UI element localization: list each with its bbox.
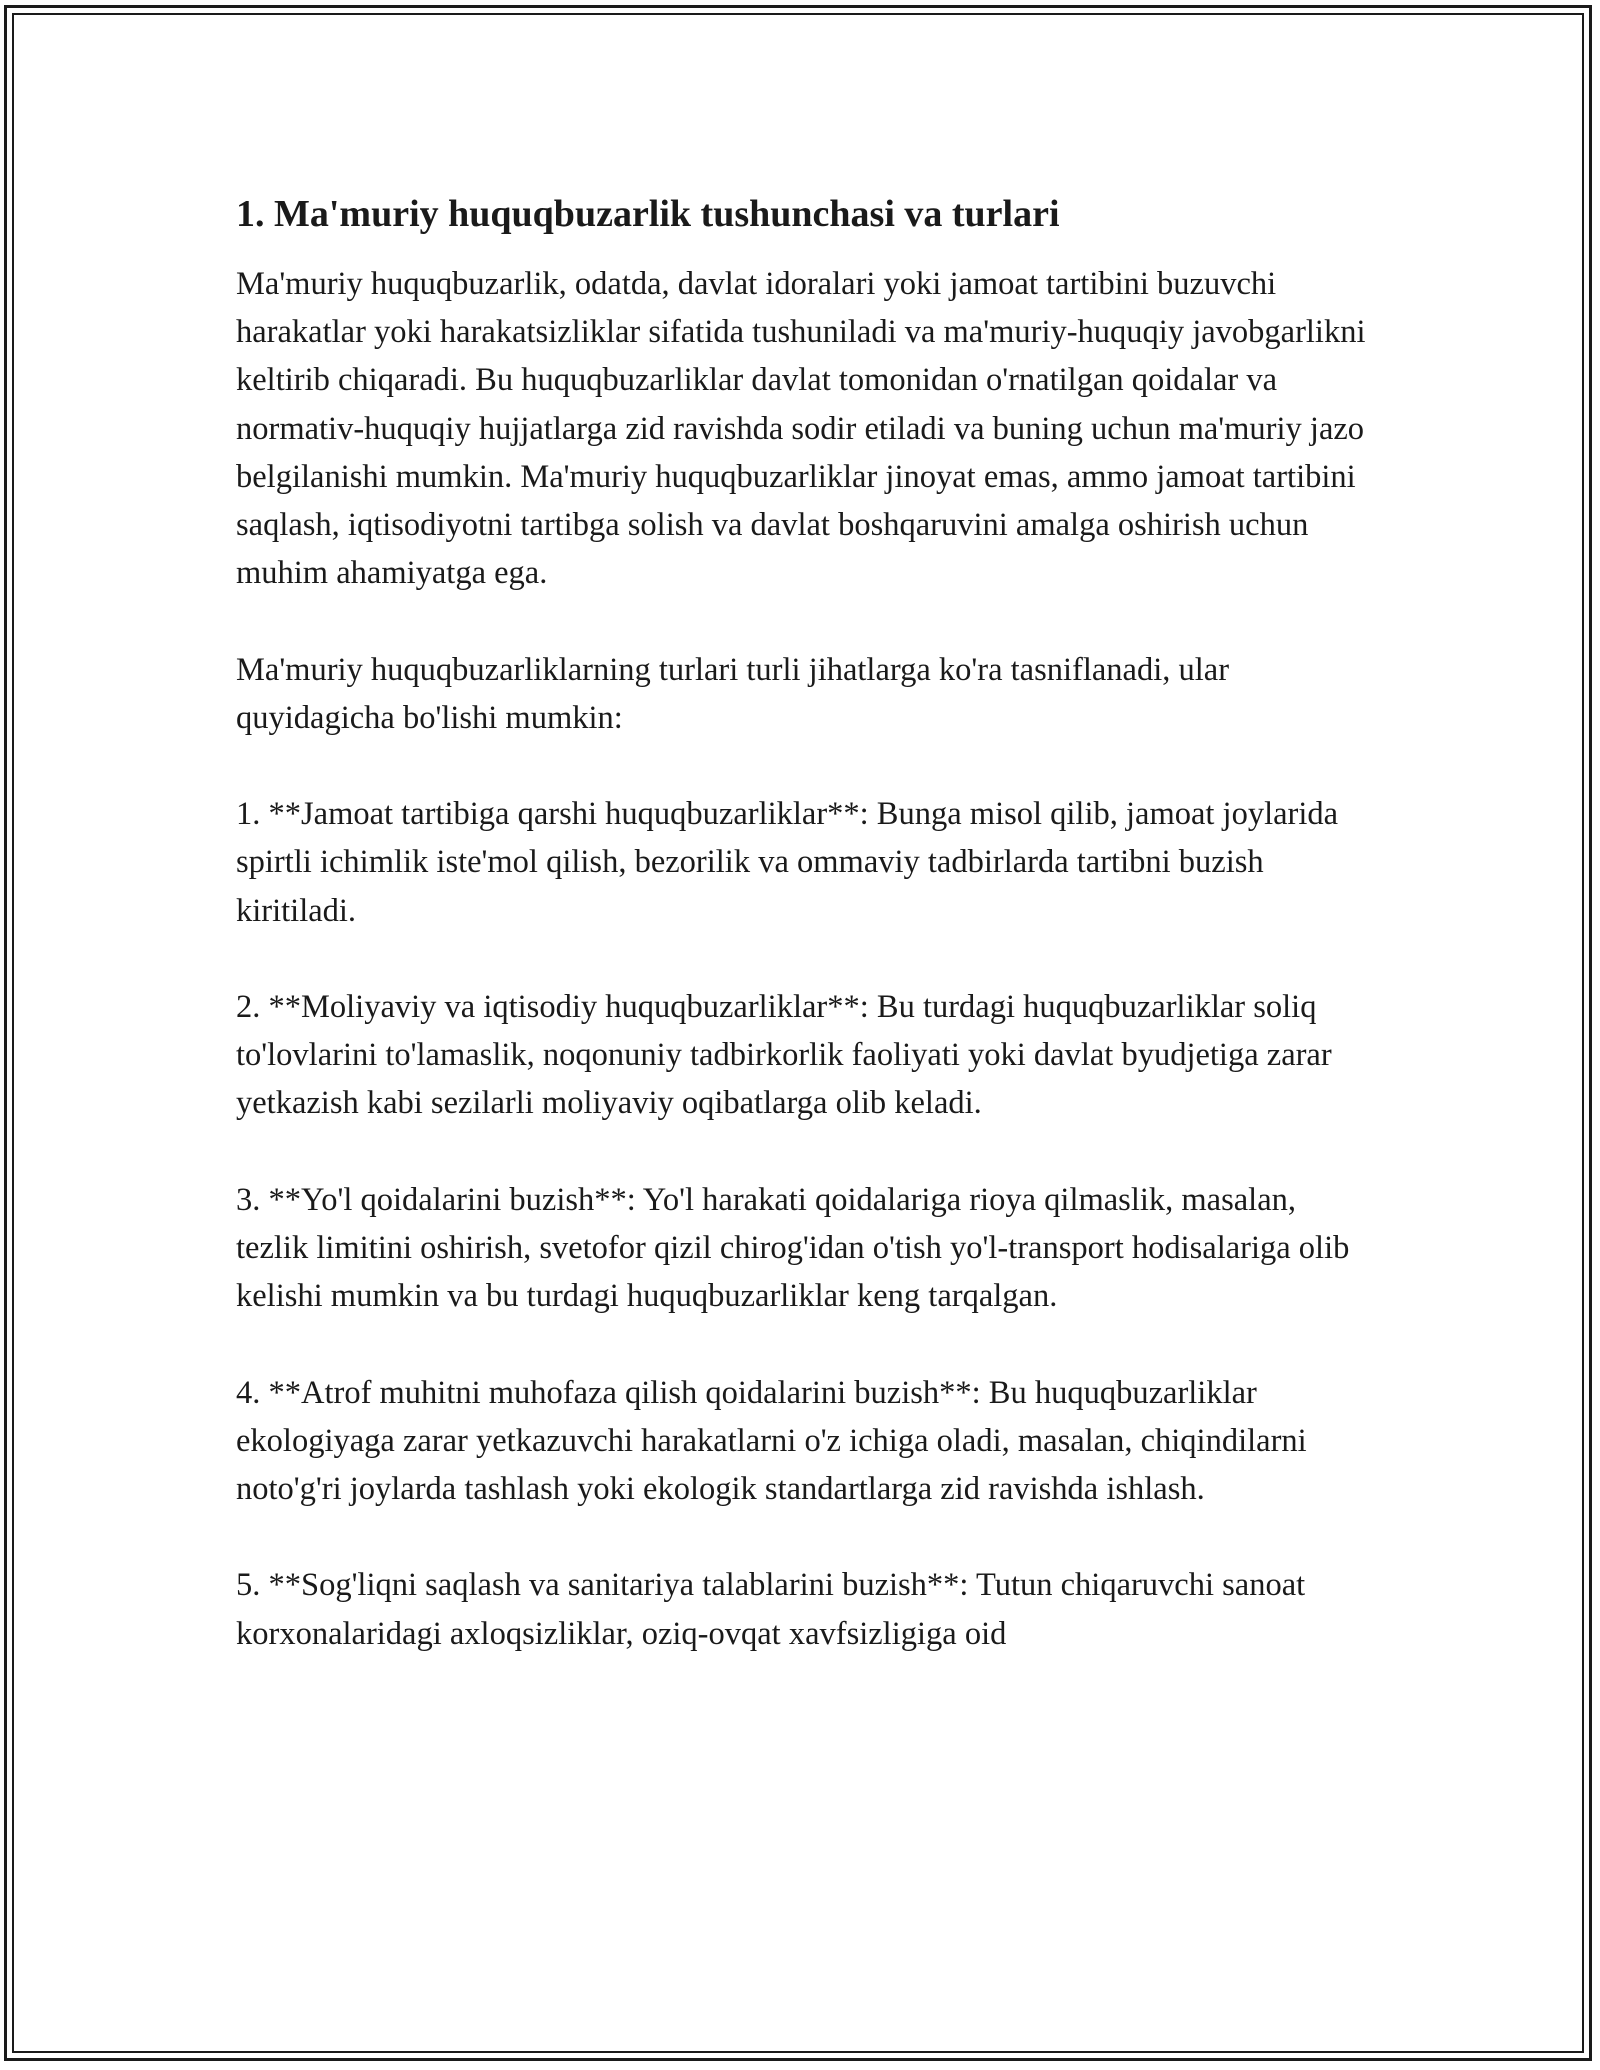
list-item-1: 1. **Jamoat tartibiga qarshi huquqbuzarliklar**: Bunga misol qilib, jamoat joylarida spirtli ichimlik iste'mol qilish, bezorilik va ommaviy tadbirlarda tartibni buzish kiritiladi. [236,796,1339,929]
section-heading: 1. Ma'muriy huquqbuzarlik tushunchasi va turlari [236,193,1060,235]
intro-paragraph: Ma'muriy huquqbuzarlik, odatda, davlat idoralari yoki jamoat tartibini buzuvchi harakatlar yoki harakatsizliklar sifatida tushuniladi va ma'muriy-huquqiy javobgarlikni keltirib chiqaradi. Bu huquqbuzarliklar davlat tomonidan o'rnatilgan qoidalar va normativ-huquqiy hujjatlarga zid ravishda sodir etiladi va buning uchun ma'muriy jazo belgilanishi mumkin. Ma'muriy huquqbuzarliklar jinoyat emas, ammo jamoat tartibini saqlash, iqtisodiyotni tartibga solish va davlat boshqaruvini amalga oshirish uchun muhim ahamiyatga ega. [236,266,1366,592]
list-item-3: 3. **Yo'l qoidalarini buzish**: Yo'l harakati qoidalariga rioya qilmaslik, masalan, tezlik limitini oshirish, svetofor qizil chirog'idan o'tish yo'l-transport hodisalariga olib kelishi mumkin va bu turdagi huquqbuzarliklar keng tarqalgan. [236,1181,1350,1315]
document-body [236,186,1370,1658]
list-item-2: 2. **Moliyaviy va iqtisodiy huquqbuzarliklar**: Bu turdagi huquqbuzarliklar soliq to'lovlarini to'lamaslik, noqonuniy tadbirkorlik faoliyati yoki davlat byudjetiga zarar yetkazish kabi sezilarli moliyaviy oqibatlarga olib keladi. [236,989,1332,1122]
list-item-4: 4. **Atrof muhitni muhofaza qilish qoidalarini buzish**: Bu huquqbuzarliklar ekologiyaga zarar yetkazuvchi harakatlarni o'z ichiga oladi, masalan, chiqindilarni noto'g'ri joylarda tashlash yoki ekologik standartlarga zid ravishda ishlash. [236,1374,1307,1507]
list-item-5: 5. **Sog'liqni saqlash va sanitariya talablarini buzish**: Tutun chiqaruvchi sanoat korxonalaridagi axloqsizliklar, oziq-ovqat xavfsizligiga oid [236,1567,1306,1652]
types-intro-paragraph: Ma'muriy huquqbuzarliklarning turlari turli jihatlarga ko'ra tasniflanadi, ular quyidagicha bo'lishi mumkin: [236,651,1230,736]
